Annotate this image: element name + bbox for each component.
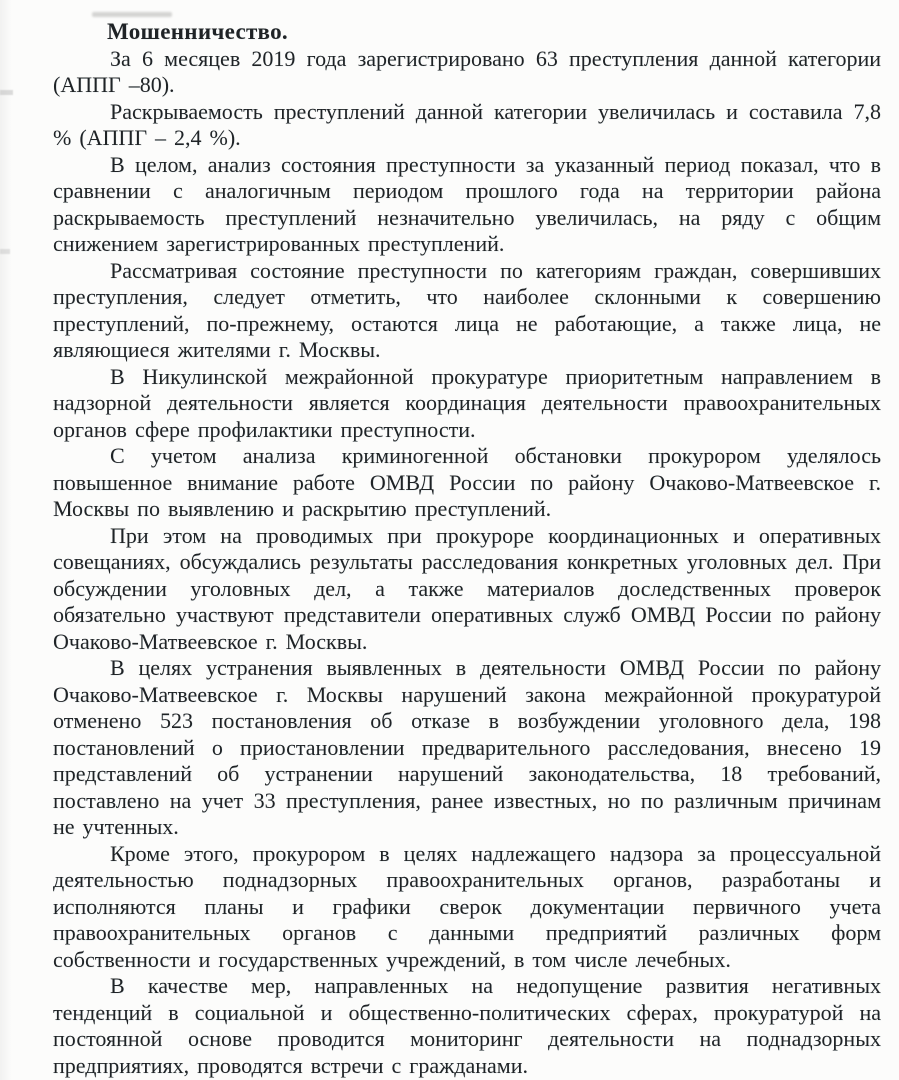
- paragraph-supervision-plans: Кроме этого, прокурором в целях надлежащего надзора за процессуальной деятельностью поднадзорных правоохранительных органов, разработаны и исполняются планы и графики сверок документации первичного учета правоохранительных органов с данными предприятий различных форм собственности и государственных учреждений, в том числе лечебных.: [53, 840, 881, 972]
- document-heading: Мошенничество.: [107, 19, 288, 44]
- paragraph-omvd-attention: С учетом анализа криминогенной обстановки прокурором уделялось повышенное внимание работе ОМВД России по району Очаково-Матвеевское г. Москвы по выявлению и раскрытию преступлений.: [53, 443, 881, 521]
- paragraph-registered-crimes: За 6 месяцев 2019 года зарегистрировано 63 преступления данной категории (АППГ –80).: [53, 45, 881, 97]
- paragraph-monitoring-measures: В качестве мер, направленных на недопущение развития негативных тенденций в социальной и общественно-политических сферах, прокуратурой на постоянной основе проводится мониторинг деятельности на поднадзорных предприятиях, проводятся встречи с гражданами.: [53, 973, 881, 1078]
- scan-artifact: [0, 90, 13, 95]
- paragraph-clearance-rate: Раскрываемость преступлений данной категории увеличилась и составила 7,8 % (АППГ – 2,4 %).: [53, 98, 881, 150]
- paragraph-violations-statistics: В целях устранения выявленных в деятельности ОМВД России по району Очаково-Матвеевское г. Москвы нарушений закона межрайонной прокуратурой отменено 523 постановления об отказе в возбуждении уголовного дела, 198 постановлений о приостановлении предварительного расследования, внесено 19 представлений об устранении нарушений законодательства, 18 требований, поставлено на учет 33 преступления, ранее известных, но по различным причинам не учтенных.: [53, 655, 881, 839]
- scan-edge-shadow: [0, 0, 12, 1080]
- scan-artifact: [0, 249, 10, 254]
- paragraph-overall-analysis: В целом, анализ состояния преступности за указанный период показал, что в сравнении с аналогичным периодом прошлого года на территории района раскрываемость преступлений незначительно увеличилась, на ряду с общим снижением зарегистрированных преступлений.: [53, 151, 881, 256]
- paragraph-offender-categories: Рассматривая состояние преступности по категориям граждан, совершивших преступления, следует отметить, что наиболее склонными к совершению преступлений, по-прежнему, остаются лица не работающие, а также лица, не являющиеся жителями г. Москвы.: [53, 257, 881, 362]
- scan-artifact: [92, 12, 172, 17]
- paragraph-coordination-meetings: При этом на проводимых при прокуроре координационных и оперативных совещаниях, обсуждались результаты расследования конкретных уголовных дел. При обсуждении уголовных дел, а также материалов доследственных проверок обязательно участвуют представители оперативных служб ОМВД России по району Очаково-Матвеевское г. Москвы.: [53, 522, 881, 654]
- paragraph-prosecutor-priority: В Никулинской межрайонной прокуратуре приоритетным направлением в надзорной деятельности является координация деятельности правоохранительных органов сфере профилактики преступности.: [53, 363, 881, 442]
